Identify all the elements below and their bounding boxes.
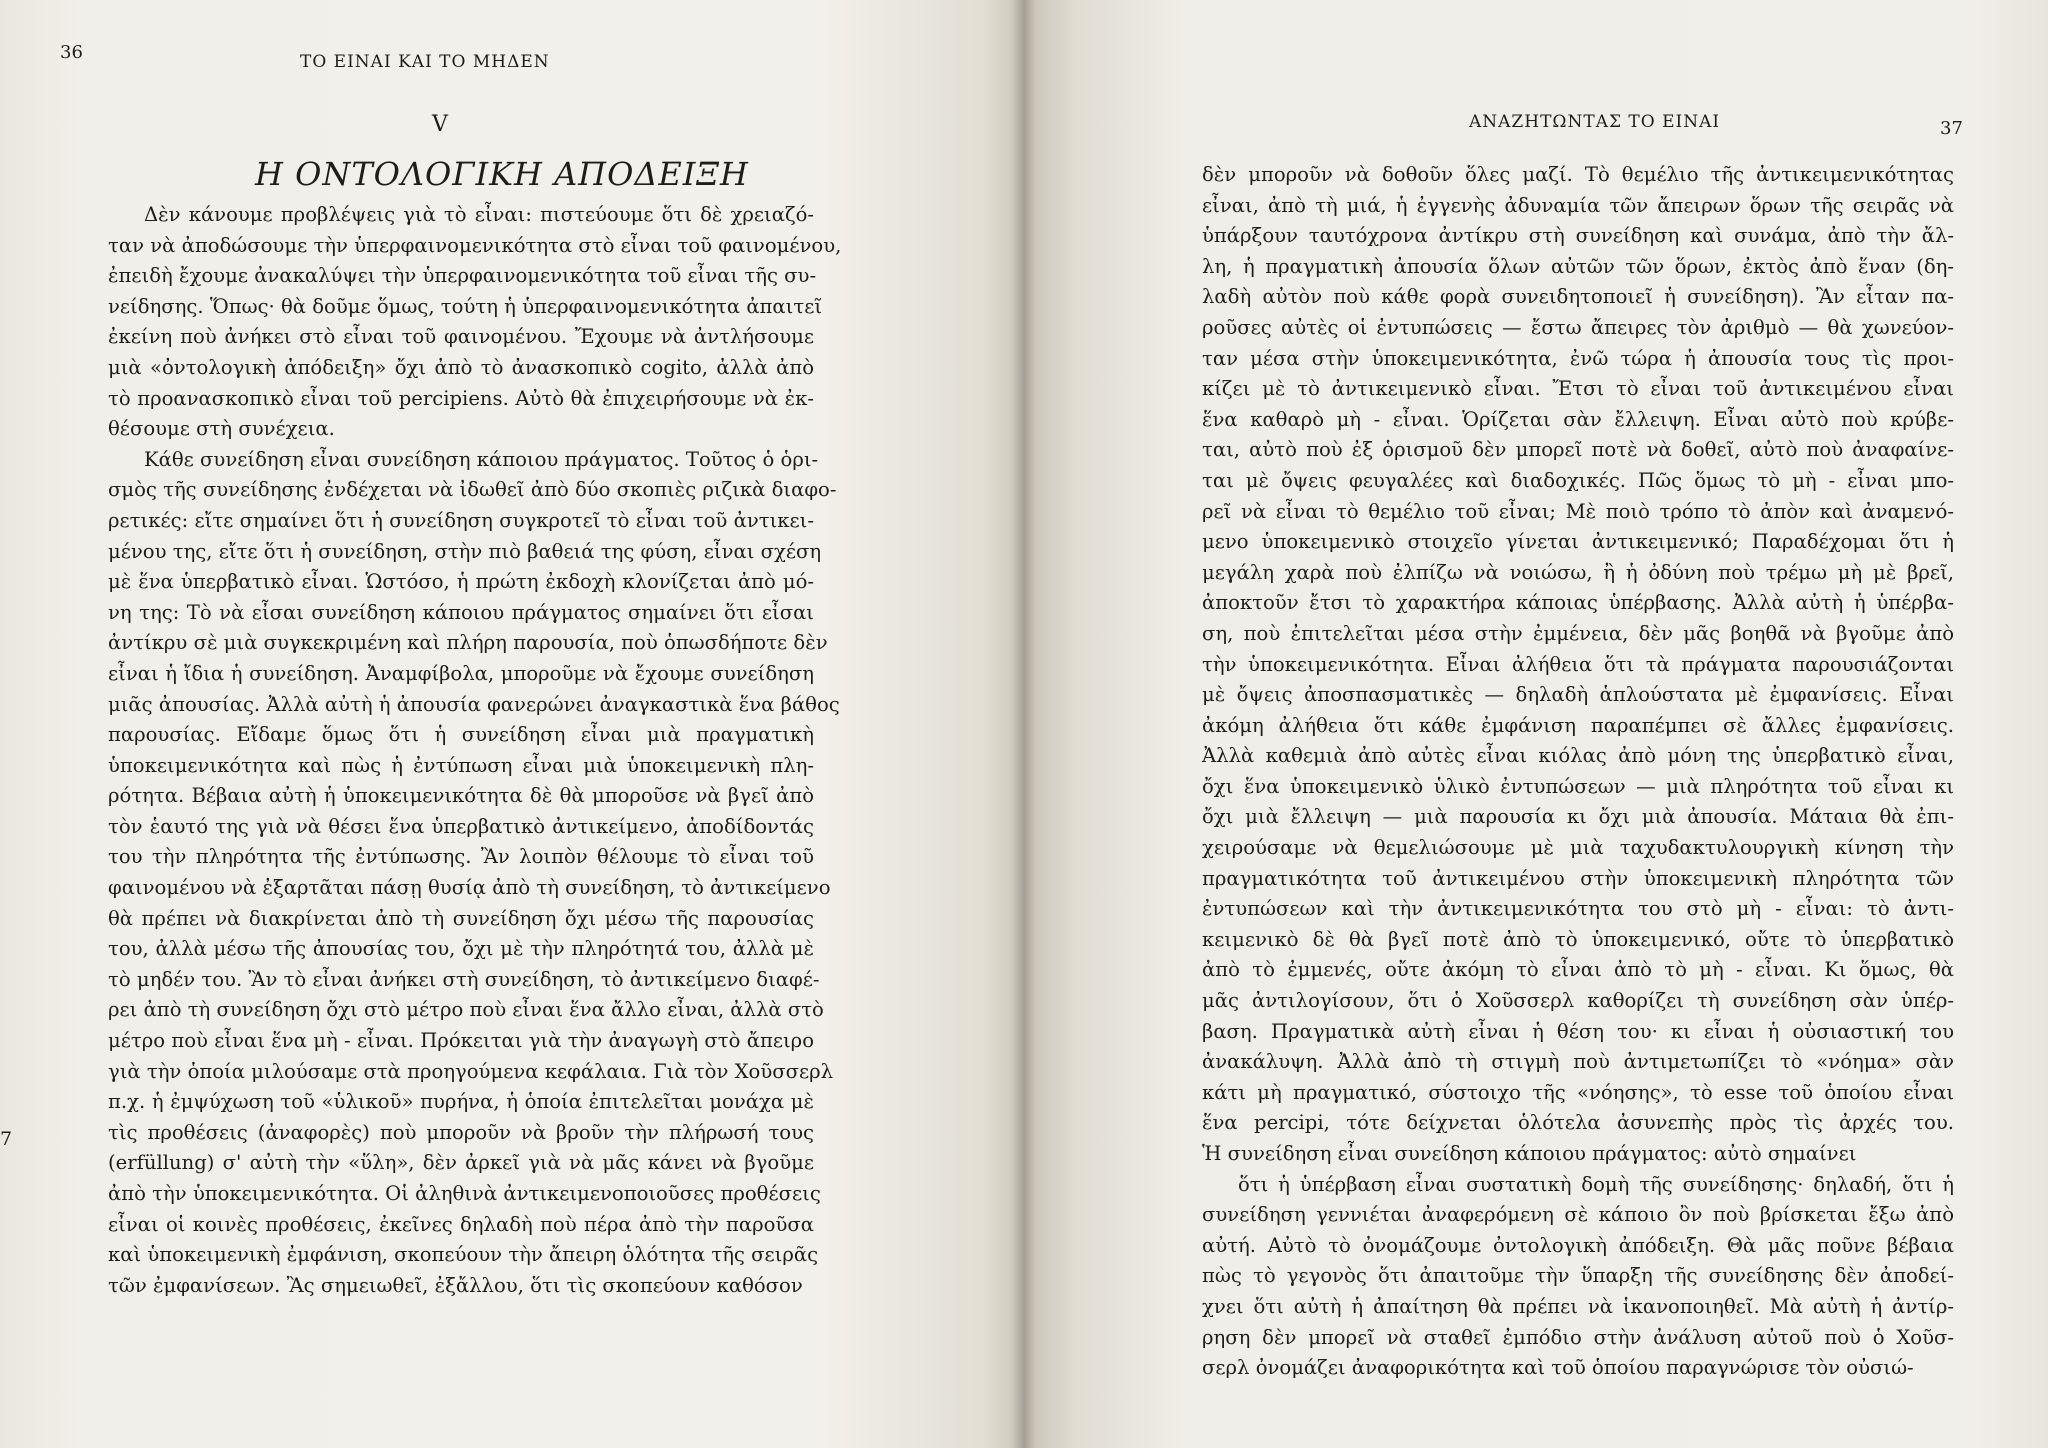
text-line: εἶναι οἱ κοινὲς προθέσεις, ἐκεῖνες δηλαδὴ ποὺ πέρα ἀπὸ τὴν παροῦσα bbox=[108, 1212, 814, 1236]
text-line: ρεῖ νὰ εἶναι τὸ θεμέλιο τοῦ εἶναι; Μὲ ποιὸ τρόπο τὸ ἀπὸν καὶ ἀναμενό- bbox=[1202, 499, 1954, 523]
margin-mark: 7 bbox=[0, 1128, 13, 1150]
text-line: του, ἀλλὰ μέσω τῆς ἀπουσίας του, ὄχι μὲ τὴν πληρότητά του, ἀλλὰ μὲ bbox=[108, 937, 814, 961]
text-line: ἀκόμη ἀλήθεια ὅτι κάθε ἐμφάνιση παραπέμπει σὲ ἄλλες ἐμφανίσεις. bbox=[1202, 713, 1954, 737]
text-line: κίζει μὲ τὸ ἀντικειμενικὸ εἶναι. Ἔτσι τὸ εἶναι τοῦ ἀντικειμένου εἶναι bbox=[1202, 377, 1954, 401]
text-line: γιὰ τὴν ὁποία μιλούσαμε στὰ προηγούμενα κεφάλαια. Γιὰ τὸν Χοῦσσερλ bbox=[108, 1059, 834, 1083]
text-line: κάτι μὴ πραγματικό, σύστοιχο τῆς «νόησης», τὸ esse τοῦ ὁποίου εἶναι bbox=[1202, 1080, 1954, 1104]
text-line: ταν μέσα στὴν ὑποκειμενικότητα, ἐνῶ τώρα ἡ ἀπουσία τους τὶς προι- bbox=[1202, 346, 1954, 370]
text-line: παρουσίας. Εἴδαμε ὅμως ὅτι ἡ συνείδηση εἶναι μιὰ πραγματικὴ bbox=[108, 723, 814, 747]
text-line: αὐτή. Αὐτὸ τὸ ὀνομάζουμε ὀντολογικὴ ἀπόδειξη. Θὰ μᾶς ποῦνε βέβαια bbox=[1202, 1233, 1954, 1257]
right-body-text bbox=[1202, 160, 1954, 1384]
text-line: κειμενικὸ δὲ θὰ βγεῖ ποτὲ ἀπὸ τὸ ὑποκειμενικό, οὔτε τὸ ὑπερβατικὸ bbox=[1202, 927, 1954, 951]
chapter-number: V bbox=[432, 112, 448, 137]
text-line: μενο ὑποκειμενικὸ στοιχεῖο γίνεται ἀντικειμενικό; Παραδέχομαι ὅτι ἡ bbox=[1202, 530, 1954, 554]
page-number: 36 bbox=[60, 42, 83, 63]
text-line: τὴν ὑποκειμενικότητα. Εἶναι ἀλήθεια ὅτι τὰ πράγματα παρουσιάζονται bbox=[1202, 652, 1954, 676]
left-body-text bbox=[108, 200, 842, 1301]
text-line: ἀνακάλυψη. Ἀλλὰ ἀπὸ τὴ στιγμὴ ποὺ ἀντιμετωπίζει τὸ «νόημα» σὰν bbox=[1202, 1050, 1954, 1074]
text-line: τὸν ἑαυτό της γιὰ νὰ θέσει ἕνα ὑπερβατικὸ ἀντικείμενο, ἀποδίδοντάς bbox=[108, 814, 814, 838]
text-line: ἕνα percipi, τότε δείχνεται ὁλότελα ἀσυνεπὴς πρὸς τὶς ἀρχές του. bbox=[1202, 1111, 1954, 1135]
text-line: ὅτι ἡ ὑπέρβαση εἶναι συστατικὴ δομὴ τῆς συνείδησης· δηλαδή, ὅτι ἡ bbox=[1238, 1172, 1954, 1196]
text-line: ἀπὸ τὴν ὑποκειμενικότητα. Οἱ ἀληθινὰ ἀντικειμενοποιοῦσες προθέσεις bbox=[108, 1182, 821, 1205]
chapter-title: Η ΟΝΤΟΛΟΓΙΚΗ ΑΠΟΔΕΙΞΗ bbox=[255, 155, 749, 193]
text-line: ἐντυπώσεων καὶ τὴν ἀντικειμενικότητα του στὸ μὴ - εἶναι: τὸ ἀντι- bbox=[1202, 897, 1954, 921]
text-line: μὲ ὄψεις ἀποσπασματικὲς — δηλαδὴ ἁπλούστατα μὲ ἐμφανίσεις. Εἶναι bbox=[1202, 683, 1954, 707]
text-line: ὑπάρξουν ταυτόχρονα ἀντίκρυ στὴ συνείδηση καὶ συνάμα, ἀπὸ τὴν ἄλ- bbox=[1202, 224, 1954, 248]
text-line: (erfüllung) σ' αὐτὴ τὴν «ὕλη», δὲν ἀρκεῖ γιὰ νὰ μᾶς κάνει νὰ βγοῦμε bbox=[108, 1151, 814, 1175]
text-line: μιὰ «ὀντολογικὴ ἀπόδειξη» ὄχι ἀπὸ τὸ ἀνασκοπικὸ cogito, ἀλλὰ ἀπὸ bbox=[108, 355, 814, 379]
text-line: νη της: Τὸ νὰ εἶσαι συνείδηση κάποιου πράγματος σημαίνει ὅτι εἶσαι bbox=[108, 600, 814, 624]
text-line: φαινομένου νὰ ἐξαρτᾶται πάσῃ θυσίᾳ ἀπὸ τὴ συνείδηση, τὸ ἀντικείμενο bbox=[108, 876, 831, 900]
text-line: θὰ πρέπει νὰ διακρίνεται ἀπὸ τὴ συνείδηση ὄχι μέσω τῆς παρουσίας bbox=[108, 906, 814, 930]
running-head: ΤΟ ΕΙΝΑΙ ΚΑΙ ΤΟ ΜΗΔΕΝ bbox=[300, 52, 550, 72]
text-line: Κάθε συνείδηση εἶναι συνείδηση κάποιου πράγματος. Τοῦτος ὁ ὁρι- bbox=[144, 447, 819, 471]
text-line: ταν νὰ ἀποδώσουμε τὴν ὑπερφαινομενικότητα στὸ εἶναι τοῦ φαινομένου, bbox=[108, 233, 842, 257]
text-line: ἐκείνη ποὺ ἀνήκει στὸ εἶναι τοῦ φαινομένου. Ἔχουμε νὰ ἀντλήσουμε bbox=[108, 325, 814, 349]
text-line: ἕνα καθαρὸ μὴ - εἶναι. Ὁρίζεται σὰν ἔλλειψη. Εἶναι αὐτὸ ποὺ κρύβε- bbox=[1202, 407, 1954, 431]
text-line: τὸ μηδέν του. Ἂν τὸ εἶναι ἀνήκει στὴ συνείδηση, τὸ ἀντικείμενο διαφέ- bbox=[108, 967, 820, 991]
text-line: ται, αὐτὸ ποὺ ἐξ ὁρισμοῦ δὲν μπορεῖ ποτὲ νὰ δοθεῖ, αὐτὸ ποὺ ἀναφαίνε- bbox=[1202, 438, 1954, 462]
text-line: λαδὴ αὐτὸν ποὺ κάθε φορὰ συνειδητοποιεῖ ἡ συνείδηση). Ἂν εἶταν πα- bbox=[1202, 285, 1954, 309]
running-head: ΑΝΑΖΗΤΩΝΤΑΣ ΤΟ ΕΙΝΑΙ bbox=[1469, 112, 1721, 132]
text-line: συνείδηση γεννιέται ἀναφερόμενη σὲ κάποιο ὂν ποὺ βρίσκεται ἔξω ἀπὸ bbox=[1202, 1203, 1954, 1227]
text-line: θέσουμε στὴ συνέχεια. bbox=[108, 417, 335, 441]
book-gutter bbox=[1012, 0, 1036, 1448]
text-line: Ἡ συνείδηση εἶναι συνείδηση κάποιου πράγματος: αὐτὸ σημαίνει bbox=[1202, 1142, 1857, 1165]
text-line: δὲν μποροῦν νὰ δοθοῦν ὅλες μαζί. Τὸ θεμέλιο τῆς ἀντικειμενικότητας bbox=[1202, 163, 1954, 186]
text-line: λη, ἡ πραγματικὴ ἀπουσία ὅλων αὐτῶν τῶν ὅρων, ἐκτὸς ἀπὸ ἕναν (δη- bbox=[1202, 254, 1954, 278]
text-line: ἀντίκρυ σὲ μιὰ συγκεκριμένη καὶ πλήρη παρουσία, ποὺ ὁπωσδήποτε δὲν bbox=[108, 631, 828, 655]
text-line: μέτρο ποὺ εἶναι ἕνα μὴ - εἶναι. Πρόκειται γιὰ τὴν ἀναγωγὴ στὸ ἄπειρο bbox=[108, 1029, 814, 1053]
text-line: Δὲν κάνουμε προβλέψεις γιὰ τὸ εἶναι: πιστεύουμε ὅτι δὲ χρειαζό- bbox=[144, 203, 814, 226]
text-line: σερλ ὀνομάζει ἀναφορικότητα καὶ τοῦ ὁποίου παραγνώρισε τὸν οὐσιώ- bbox=[1202, 1356, 1914, 1380]
text-line: τὸ προανασκοπικὸ εἶναι τοῦ percipiens. Αὐτὸ θὰ ἐπιχειρήσουμε νὰ ἐκ- bbox=[108, 386, 814, 410]
text-line: μᾶς ἀντιλογίσουν, ὅτι ὁ Χοῦσσερλ καθορίζει τὴ συνείδηση σὰν ὑπέρ- bbox=[1202, 989, 1954, 1013]
text-line: ρετικές: εἴτε σημαίνει ὅτι ἡ συνείδηση συγκροτεῖ τὸ εἶναι τοῦ ἀντικει- bbox=[108, 508, 814, 532]
text-line: καὶ ὑποκειμενικὴ ἐμφάνιση, σκοπεύουν τὴν ἄπειρη ὁλότητα τῆς σειρᾶς bbox=[108, 1243, 819, 1267]
text-line: ὄχι ἕνα ὑποκειμενικὸ ὑλικὸ ἐντυπώσεων — μιὰ πληρότητα τοῦ εἶναι κι bbox=[1202, 774, 1954, 798]
text-line: μεγάλη χαρὰ ποὺ ἐλπίζω νὰ νοιώσω, ἢ ἡ ὀδύνη ποὺ τρέμω μὴ μὲ βρεῖ, bbox=[1202, 560, 1954, 584]
text-line: ρει ἀπὸ τὴ συνείδηση ὄχι στὸ μέτρο ποὺ εἶναι ἕνα ἄλλο εἶναι, ἀλλὰ στὸ bbox=[108, 998, 824, 1022]
text-line: ρότητα. Βέβαια αὐτὴ ἡ ὑποκειμενικότητα δὲ θὰ μποροῦσε νὰ βγεῖ ἀπὸ bbox=[108, 784, 814, 808]
text-line: ρηση δὲν μπορεῖ νὰ σταθεῖ ἐμπόδιο στὴν ἀνάλυση αὐτοῦ ποὺ ὁ Χοῦσ- bbox=[1202, 1325, 1954, 1349]
text-line: χνει ὅτι αὐτὴ ἡ ἀπαίτηση θὰ πρέπει νὰ ἱκανοποιηθεῖ. Μὰ αὐτὴ ἡ ἀντίρ- bbox=[1202, 1294, 1954, 1318]
text-line: πραγματικότητα τοῦ ἀντικειμένου στὴν ὑποκειμενικὴ πληρότητα τῶν bbox=[1202, 866, 1954, 890]
page-number: 37 bbox=[1940, 118, 1963, 139]
text-line: μὲ ἕνα ὑπερβατικὸ εἶναι. Ὡστόσο, ἡ πρώτη ἐκδοχὴ κλονίζεται ἀπὸ μό- bbox=[108, 570, 814, 594]
text-line: ση, ποὺ ἐπιτελεῖται μέσα στὴν ἐμμένεια, δὲν μᾶς βοηθᾶ νὰ βγοῦμε ἀπὸ bbox=[1202, 621, 1954, 645]
text-line: εἶναι ἡ ἴδια ἡ συνείδηση. Ἀναμφίβολα, μποροῦμε νὰ ἔχουμε συνείδηση bbox=[108, 661, 814, 685]
text-line: τὶς προθέσεις (ἀναφορὲς) ποὺ μποροῦν νὰ βροῦν τὴν πλήρωσή τους bbox=[108, 1120, 814, 1144]
text-line: μιᾶς ἀπουσίας. Ἀλλὰ αὐτὴ ἡ ἀπουσία φανερώνει ἀναγκαστικὰ ἕνα βάθος bbox=[108, 692, 840, 716]
text-line: πὼς τὸ γεγονὸς ὅτι ἀπαιτοῦμε τὴν ὕπαρξη τῆς συνείδησης δὲν ἀποδεί- bbox=[1202, 1264, 1954, 1288]
text-line: χειρούσαμε νὰ θεμελιώσουμε μὲ μιὰ ταχυδακτυλουργικὴ κίνηση τὴν bbox=[1202, 836, 1954, 860]
text-line: ἐπειδὴ ἔχουμε ἀνακαλύψει τὴν ὑπερφαινομενικότητα τοῦ εἶναι τῆς συ- bbox=[108, 264, 817, 288]
text-line: ὄχι μιὰ ἔλλειψη — μιὰ παρουσία κι ὄχι μιὰ ἀπουσία. Μάταια θὰ ἐπι- bbox=[1202, 805, 1954, 829]
text-line: ται μὲ ὄψεις φευγαλέες καὶ διαδοχικές. Πῶς ὅμως τὸ μὴ - εἶναι μπο- bbox=[1202, 468, 1954, 492]
text-line: σμὸς τῆς συνείδησης ἐνδέχεται νὰ ἰδωθεῖ ἀπὸ δύο σκοπιὲς ριζικὰ διαφο- bbox=[108, 478, 837, 502]
text-line: μένου της, εἴτε ὅτι ἡ συνείδηση, στὴν πιὸ βαθειά της φύση, εἶναι σχέση bbox=[108, 539, 822, 563]
text-line: βαση. Πραγματικὰ αὐτὴ εἶναι ἡ θέση του· κι εἶναι ἡ οὐσιαστική του bbox=[1202, 1019, 1954, 1043]
right-page bbox=[1024, 0, 2048, 1448]
text-line: π.χ. ἡ ἐμψύχωση τοῦ «ὑλικοῦ» πυρήνα, ἡ ὁποία ἐπιτελεῖται μονάχα μὲ bbox=[108, 1090, 814, 1114]
text-line: νείδησης. Ὅπως· θὰ δοῦμε ὅμως, τούτη ἡ ὑπερφαινομενικότητα ἀπαιτεῖ bbox=[108, 294, 823, 318]
text-line: ἀποκτοῦν ἔτσι τὸ χαρακτήρα κάποιας ὑπέρβασης. Ἀλλὰ αὐτὴ ἡ ὑπέρβα- bbox=[1202, 591, 1954, 615]
text-line: Ἀλλὰ καθεμιὰ ἀπὸ αὐτὲς εἶναι κιόλας ἀπὸ μόνη της ὑπερβατικὸ εἶναι, bbox=[1202, 744, 1954, 768]
text-line: τῶν ἐμφανίσεων. Ἂς σημειωθεῖ, ἐξἄλλου, ὅτι τὶς σκοπεύουν καθόσον bbox=[108, 1273, 803, 1297]
text-line: ἀπὸ τὸ ἐμμενές, οὔτε ἀκόμη τὸ εἶναι ἀπὸ τὸ μὴ - εἶναι. Κι ὅμως, θὰ bbox=[1202, 958, 1954, 982]
text-line: του τὴν πληρότητα τῆς ἐντύπωσης. Ἂν λοιπὸν θέλουμε τὸ εἶναι τοῦ bbox=[108, 845, 814, 869]
text-line: ὑποκειμενικότητα καὶ πὼς ἡ ἐντύπωση εἶναι μιὰ ὑποκειμενικὴ πλη- bbox=[108, 753, 814, 777]
text-line: ροῦσες αὐτὲς οἱ ἐντυπώσεις — ἔστω ἄπειρες τὸν ἀριθμὸ — θὰ χωνεύον- bbox=[1202, 315, 1954, 339]
text-line: εἶναι, ἀπὸ τὴ μιά, ἡ ἐγγενὴς ἀδυναμία τῶν ἄπειρων ὅρων τῆς σειρᾶς νὰ bbox=[1202, 193, 1954, 217]
